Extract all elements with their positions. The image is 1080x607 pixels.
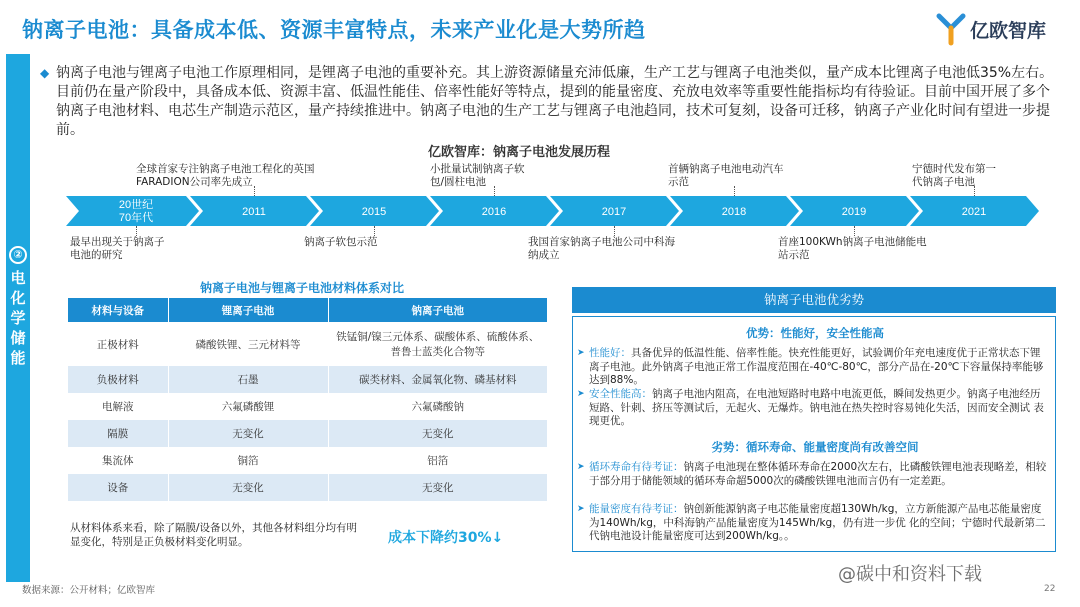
section-label — [6, 246, 30, 368]
logo-text: 亿欧智库 — [970, 20, 1047, 42]
brand-logo — [936, 12, 1066, 46]
timeline-year: 2021 — [961, 206, 987, 218]
cons-item — [577, 503, 1049, 544]
timeline-event-2016: 小批量试制钠离子软包/圆柱电池 — [430, 163, 525, 188]
timeline-event-2015: 钠离子软包示范 — [304, 236, 378, 248]
timeline-year: 2017 — [601, 206, 627, 218]
table-cell: 集流体 — [68, 447, 168, 474]
pros-title: 优势：性能好，安全性能高 — [746, 326, 884, 340]
logo-mark-icon — [936, 12, 966, 46]
cons-item-text: 钠创新能源钠离子电芯能量密度超130Wh/kg，立方新能源产品电芯能量密度为140Wh/kg，中科海钠产品能量密度为145Wh/kg，仍有进一步优 化的空间；宁德时代最新第二代钠电池设计能量密度可达到200Wh/kg。。 — [589, 503, 1046, 542]
arrow-bullet-icon: ➤ — [577, 504, 585, 514]
comparison-table — [68, 298, 548, 501]
timeline-year: 2011 — [242, 206, 266, 218]
diamond-bullet-icon: ◆ — [40, 66, 50, 80]
cost-reduction-callout: 成本下降约30%↓ — [388, 530, 504, 546]
timeline-year-1970s-a: 20世纪 — [118, 199, 154, 211]
table-row — [68, 393, 548, 420]
table-cell: 铁锰铜/镍三元体系、碳酸体系、硫酸体系、普鲁士蓝类化合物等 — [328, 322, 548, 366]
timeline-event-2011: 全球首家专注钠离子电池工程化的英国FARADION公司率先成立 — [136, 163, 315, 188]
page-number: 22 — [1044, 584, 1056, 594]
timeline-year: 2015 — [361, 206, 387, 218]
section-char: 能 — [10, 349, 26, 367]
table-cell: 碳类材料、金属氧化物、磷基材料 — [328, 366, 548, 393]
arrow-bullet-icon: ➤ — [577, 462, 585, 472]
table-row — [68, 366, 548, 393]
table-cell: 无变化 — [168, 420, 328, 447]
table-cell: 铝箔 — [328, 447, 548, 474]
table-header-cell: 钠离子电池 — [328, 298, 548, 322]
section-char: 化 — [10, 289, 26, 307]
timeline-event-2017: 我国首家钠离子电池公司中科海纳成立 — [528, 236, 675, 261]
table-row — [68, 322, 548, 366]
pros-item — [577, 347, 1049, 388]
table-header-cell: 材料与设备 — [68, 298, 168, 322]
timeline-year: 2016 — [481, 206, 507, 218]
table-row — [68, 447, 548, 474]
table-cell: 无变化 — [168, 474, 328, 501]
cons-item-key: 循环寿命有待考证： — [589, 461, 684, 473]
pros-item-text: 具备优异的低温性能、倍率性能。快充性能更好，试验调价年充电速度优于正常状态下锂离子电池。此外钠离子电池正常工作温度范围在-40℃-80℃，部分产品在-20℃下容量保持率能够达到88%。 — [589, 347, 1044, 386]
table-cell: 六氟磷酸钠 — [328, 393, 548, 420]
pros-item — [577, 388, 1049, 429]
table-cell: 无变化 — [328, 420, 548, 447]
timeline-tick — [374, 226, 375, 236]
pros-cons-header: 钠离子电池优劣势 — [572, 287, 1056, 313]
timeline-tick — [614, 226, 615, 236]
section-char: 储 — [10, 329, 26, 347]
timeline-year: 2019 — [841, 206, 867, 218]
intro-paragraph — [40, 64, 1054, 140]
section-char: 电 — [10, 269, 26, 287]
pros-item-text: 钠离子电池内阻高，在电池短路时电路中电流更低，瞬间发热更少。钠离子电池经历短路、针刺、挤压等测试后，无起火、无爆炸。钠电池在热失控时容易钝化失活，因而安全测试 表现更优。 — [589, 388, 1044, 427]
table-note: 从材料体系来看，除了隔膜/设备以外，其他各材料组分均有明显变化，特别是正负极材料变化明显。 — [70, 522, 358, 548]
section-number: ② — [9, 246, 27, 264]
comparison-table-title: 钠离子电池与锂离子电池材料体系对比 — [200, 281, 405, 295]
pros-item-key: 性能好： — [589, 347, 631, 359]
table-cell: 石墨 — [168, 366, 328, 393]
timeline-event-2021: 宁德时代发布第一代钠离子电池 — [912, 163, 996, 188]
table-cell: 磷酸铁锂、三元材料等 — [168, 322, 328, 366]
timeline-tick — [854, 226, 855, 236]
intro-text: 钠离子电池与锂离子电池工作原理相同，是锂离子电池的重要补充。其上游资源储量充沛低廉，生产工艺与锂离子电池类似，量产成本比锂离子电池低35%左右。目前仍在量产阶段中，具备成本低、资源丰富、低温性能佳、倍率性能好等特点，提到的能量密度、充放电效率等重要性能指标均有待验证。目前中国开展了多个钠离子电池材料、电芯生产制造示范区，量产持续推进中。钠离子电池的生产工艺与锂离子电池趋同，技术可复刻，设备可迁移，钠离子产业化时间有望进一步提前。 — [56, 65, 1054, 138]
arrow-bullet-icon: ➤ — [577, 389, 585, 399]
timeline-event-1970s: 最早出现关于钠离子电池的研究 — [70, 236, 165, 261]
data-source: 数据来源：公开材料；亿欧智库 — [22, 585, 156, 596]
table-cell: 负极材料 — [68, 366, 168, 393]
table-cell: 六氟磷酸锂 — [168, 393, 328, 420]
cons-title: 劣势：循环寿命、能量密度尚有改善空间 — [711, 440, 919, 454]
pros-cons-box — [572, 316, 1056, 552]
table-row — [68, 420, 548, 447]
arrow-bullet-icon: ➤ — [577, 348, 585, 358]
timeline-event-2018: 首辆钠离子电池电动汽车示范 — [668, 163, 784, 188]
cons-item-text: 钠离子电池现在整体循环寿命在2000次左右，比磷酸铁锂电池表现略差，相较于部分用于储能领域的循环寿命超5000次的磷酸铁锂电池而言仍有一定差距。 — [589, 461, 1047, 487]
table-cell: 隔膜 — [68, 420, 168, 447]
timeline-event-2019: 首座100KWh钠离子电池储能电站示范 — [778, 236, 927, 261]
table-cell: 无变化 — [328, 474, 548, 501]
table-header-cell: 锂离子电池 — [168, 298, 328, 322]
table-row — [68, 474, 548, 501]
cons-item-key: 能量密度有待考证： — [589, 503, 684, 515]
table-cell: 正极材料 — [68, 322, 168, 366]
timeline-title: 亿欧智库：钠离子电池发展历程 — [428, 145, 611, 160]
timeline-year: 2018 — [721, 206, 747, 218]
timeline-year-1970s-b: 70年代 — [118, 212, 154, 224]
table-cell: 铜箔 — [168, 447, 328, 474]
timeline-arrows — [66, 196, 1041, 226]
section-char: 学 — [10, 309, 26, 327]
table-cell: 设备 — [68, 474, 168, 501]
cons-item — [577, 461, 1049, 488]
table-header-row — [68, 298, 548, 322]
page-title: 钠离子电池：具备成本低、资源丰富特点，未来产业化是大势所趋 — [22, 18, 646, 42]
section-label-chars — [6, 268, 30, 368]
watermark: @碳中和资料下载 — [838, 564, 982, 585]
timeline-tick — [136, 226, 137, 236]
table-cell: 电解液 — [68, 393, 168, 420]
pros-item-key: 安全性能高： — [589, 388, 652, 400]
